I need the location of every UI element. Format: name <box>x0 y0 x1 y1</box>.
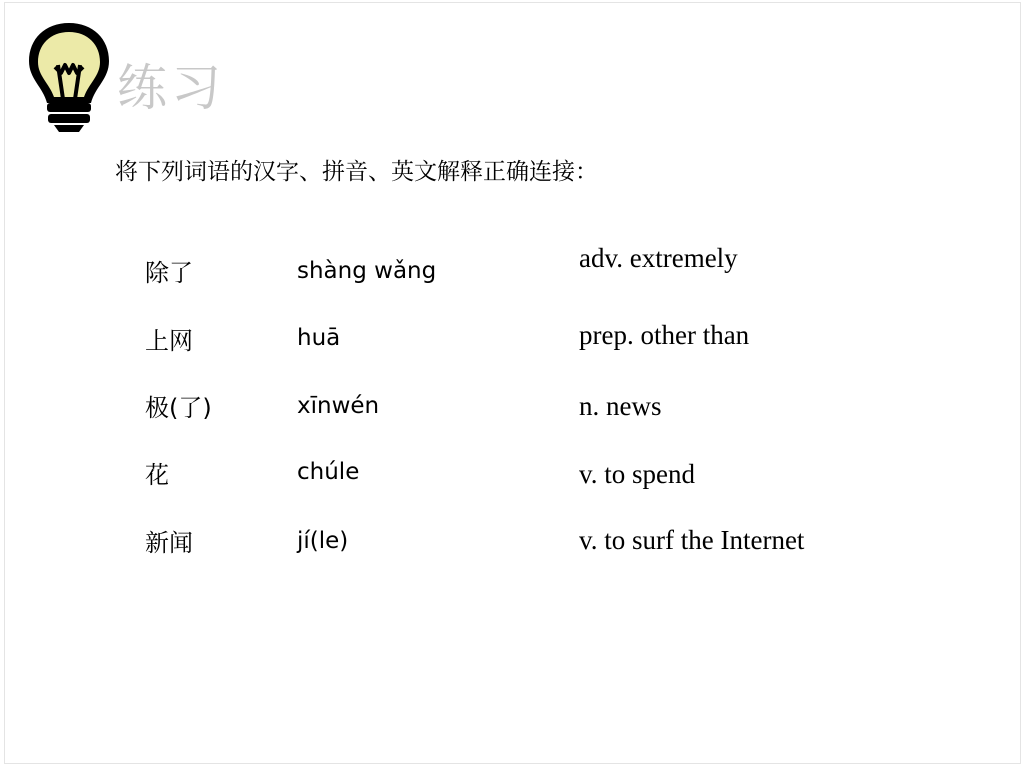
hanzi-item-3: 极(了) <box>145 394 212 422</box>
hanzi-item-1: 除了 <box>145 259 193 287</box>
english-item-1: adv. extremely <box>579 243 738 273</box>
page-title: 练习 <box>117 59 225 117</box>
hanzi-item-2: 上网 <box>145 327 193 355</box>
instruction-text: 将下列词语的汉字、拼音、英文解释正确连接： <box>115 159 598 185</box>
pinyin-item-1: shàng wǎng <box>297 258 437 284</box>
hanzi-item-4: 花 <box>145 461 169 489</box>
pinyin-item-3: xīnwén <box>297 393 380 419</box>
english-item-3: n. news <box>579 391 662 421</box>
english-item-4: v. to spend <box>579 459 695 489</box>
english-item-5: v. to surf the Internet <box>579 525 805 555</box>
pinyin-item-2: huā <box>297 325 341 351</box>
hanzi-item-5: 新闻 <box>145 529 193 557</box>
english-item-2: prep. other than <box>579 320 750 350</box>
slide <box>4 2 1021 764</box>
pinyin-item-5: jí(le) <box>297 528 349 554</box>
lightbulb-icon <box>27 21 111 135</box>
pinyin-item-4: chúle <box>297 459 360 485</box>
